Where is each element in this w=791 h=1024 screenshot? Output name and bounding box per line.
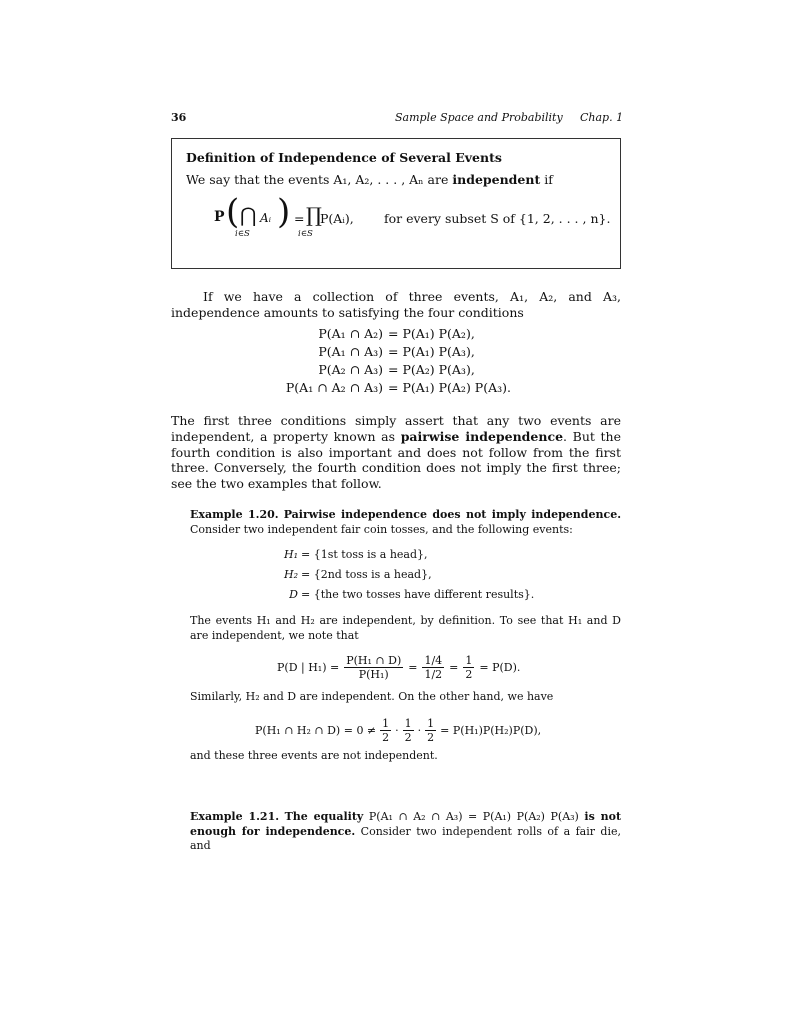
condition-row — [171, 344, 621, 362]
example-text: Consider two independent rolls of a fair die, and — [190, 824, 621, 852]
eq1-rhs: = P(D). — [479, 660, 521, 674]
pairwise-term: pairwise independence — [400, 428, 564, 444]
eq2-half-1 — [380, 717, 391, 744]
conditional-prob-equation — [277, 650, 520, 684]
eq2-half-den: 2 — [427, 730, 435, 744]
condition-lhs: P(A₁ ∩ A₂) — [318, 326, 383, 341]
example-label: Example 1.21. — [190, 810, 280, 823]
formula-equals: = — [294, 211, 305, 226]
formula-P: P — [214, 209, 225, 225]
eq2-dot: · — [417, 723, 422, 737]
definition-intro-post: if — [544, 172, 553, 187]
example-text-3: and these three events are not independent. — [190, 749, 438, 762]
eq2-rhs: = P(H₁)P(H₂)P(D), — [440, 723, 542, 737]
right-paren-icon: ) — [277, 192, 291, 232]
event-rhs: = {2nd toss is a head}, — [301, 568, 432, 581]
paragraph-pairwise — [171, 413, 621, 492]
example-title-math: P(A₁ ∩ A₂ ∩ A₃) = P(A₁) P(A₂) P(A₃) — [368, 810, 579, 823]
eq2-lhs: P(H₁ ∩ H₂ ∩ D) = 0 ≠ — [255, 723, 377, 737]
condition-rhs: = P(A₁) P(A₂), — [388, 326, 475, 341]
eq1-fraction-2 — [422, 654, 444, 681]
event-row — [190, 548, 621, 568]
eq1-denominator-2: 1/2 — [424, 667, 443, 681]
example-1-21-heading — [190, 810, 621, 854]
example-intro: Consider two independent fair coin tosses, and the following events: — [190, 522, 573, 536]
condition-lhs: P(A₂ ∩ A₃) — [318, 362, 383, 377]
eq1-lhs: P(D | H₁) = — [277, 660, 340, 674]
big-prod-icon: ∏ — [306, 203, 322, 227]
event-rhs: = {1st toss is a head}, — [301, 548, 428, 561]
example-title-a: The equality — [284, 810, 364, 823]
event-lhs: H₁ — [283, 548, 298, 561]
eq1-numerator: P(H₁ ∩ D) — [346, 653, 402, 667]
eq2-dot: · — [395, 723, 399, 737]
condition-rhs: = P(A₁) P(A₃), — [388, 344, 475, 359]
eq1-denominator: P(H₁) — [358, 667, 389, 681]
definition-intro-pre: We say that the events A₁, A₂, . . . , Aₙ are — [186, 172, 449, 187]
example-1-20-heading — [190, 508, 621, 537]
eq2-half-2 — [403, 717, 414, 744]
definition-intro — [186, 172, 553, 187]
cap-subscript: i∈S — [235, 229, 250, 239]
running-title: Sample Space and Probability — [395, 111, 563, 124]
event-lhs: D — [289, 588, 298, 601]
events-block — [190, 548, 621, 608]
condition-row — [171, 380, 621, 398]
big-cap-icon: ⋂ — [240, 203, 257, 227]
eq1-numerator-3: 1 — [465, 653, 473, 667]
formula-condition: for every subset S of {1, 2, . . . , n}. — [384, 211, 611, 226]
left-paren-icon: ( — [226, 192, 240, 232]
eq2-half-den: 2 — [404, 730, 412, 744]
eq2-half-num: 1 — [382, 716, 390, 730]
condition-lhs: P(A₁ ∩ A₃) — [318, 344, 383, 359]
eq1-numerator-2: 1/4 — [424, 653, 443, 667]
eq1-denominator-3: 2 — [465, 667, 473, 681]
event-row — [190, 568, 621, 588]
eq1-fraction-3 — [463, 654, 474, 681]
eq2-half-num: 1 — [404, 716, 412, 730]
example-title: Pairwise independence does not imply independence. — [283, 508, 622, 521]
condition-rhs: = P(A₁) P(A₂) P(A₃). — [388, 380, 511, 395]
definition-formula — [214, 192, 611, 246]
event-rhs: = {the two tosses have different results}. — [301, 588, 535, 601]
definition-title: Definition of Independence of Several Events — [186, 150, 502, 165]
pairwise-text-b: . But the fourth condition is also important and does not follow from the first three. Conversely, the fourth condition does not imply the first three; see the two examples that follow. — [171, 428, 621, 492]
condition-row — [171, 362, 621, 380]
eq2-half-3 — [425, 717, 436, 744]
event-row — [190, 588, 621, 608]
eq1-equals: = — [408, 660, 418, 674]
conditions-block — [171, 326, 621, 398]
eq1-equals-2: = — [449, 660, 459, 674]
definition-intro-bold: independent — [452, 172, 541, 187]
eq2-half-num: 1 — [427, 716, 435, 730]
example-title-b: is not enough for independence. — [190, 810, 622, 838]
eq2-half-den: 2 — [382, 730, 390, 744]
condition-rhs: = P(A₂) P(A₃), — [388, 362, 475, 377]
triple-intersection-equation — [255, 713, 541, 747]
formula-Ai: Aᵢ — [260, 211, 272, 225]
paragraph-three-events: If we have a collection of three events, A₁, A₂, and A₃, independence amounts to satisfying the four conditions — [171, 289, 621, 320]
formula-rhs: P(Aᵢ), — [320, 211, 354, 226]
example-label: Example 1.20. — [190, 508, 279, 521]
prod-subscript: i∈S — [298, 229, 313, 239]
page-number: 36 — [171, 111, 187, 124]
condition-lhs: P(A₁ ∩ A₂ ∩ A₃) — [285, 380, 383, 395]
event-lhs: H₂ — [283, 568, 298, 581]
pairwise-text-a: The first three conditions simply assert that any two events are independent, a property known as — [171, 413, 621, 444]
chapter-label: Chap. 1 — [580, 111, 624, 124]
condition-row — [171, 326, 621, 344]
eq1-fraction — [344, 654, 403, 681]
example-text-2: Similarly, H₂ and D are independent. On the other hand, we have — [190, 690, 554, 703]
example-text-1: The events H₁ and H₂ are independent, by definition. To see that H₁ and D are independent, we note that — [190, 614, 621, 642]
